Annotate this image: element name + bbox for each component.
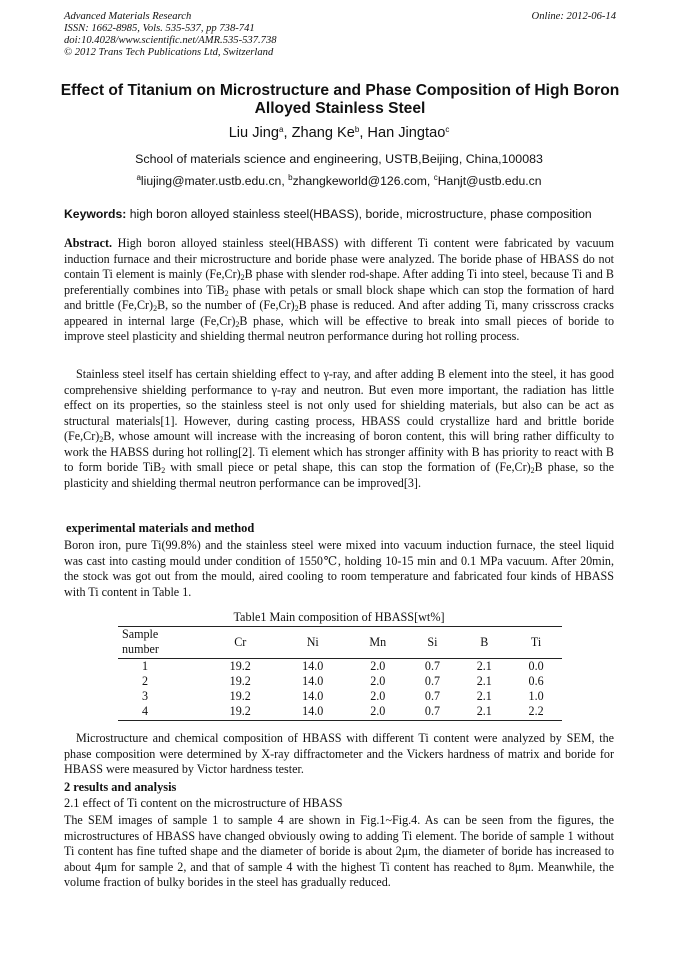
- intro-text: B phase, so the plasticity and shielding thermal neutron performance can be improved[3].: [64, 460, 614, 490]
- keywords-label: Keywords:: [64, 207, 127, 221]
- table-cell: 0.7: [424, 689, 441, 704]
- table-cell: 2.0: [370, 689, 386, 704]
- journal-name: Advanced Materials Research: [64, 11, 192, 22]
- composition-table: [118, 626, 562, 721]
- email-link[interactable]: Hanjt@ustb.edu.cn: [437, 174, 542, 188]
- abstract-label: Abstract.: [64, 236, 113, 250]
- table-cell: 2.1: [476, 658, 492, 673]
- email-list: $^a$liujing@mater.ustb.edu.cn, $^b$zhangkeworld@126.com, $^c$Hanjt@ustb.edu.cn: [136, 173, 542, 188]
- table-cell: 0.7: [407, 704, 459, 720]
- table-header: Ni: [277, 627, 350, 659]
- sample-header-line: number: [122, 642, 159, 657]
- table-cell: 19.2: [229, 658, 251, 673]
- subscript: 2: [161, 466, 166, 476]
- subscript: 2: [153, 304, 158, 314]
- table-cell: 0.7: [424, 673, 441, 688]
- abstract-text: B, so the number of (Fe,Cr): [157, 298, 295, 313]
- table-header: B: [458, 627, 510, 659]
- subscript: 2: [99, 435, 104, 445]
- intro-text: Stainless steel itself has certain shielding effect to γ-ray, and after adding B element into the steel, it has good comprehensive shielding performance to γ-ray and neutron. But even more important, the radiation has little effect on its properties, so the stainless steel is not only used for shielding materials, but also can be act as structural materials[1]. However, during casting process, HBASS could crystallize hard and brittle boride (Fe,Cr): [64, 367, 614, 444]
- abstract-text: B phase is reduced. And after adding Ti, many crisscross cracks appeared in internal large (Fe,Cr): [64, 298, 614, 328]
- table-header-sample: [118, 627, 204, 659]
- author-name: Zhang Ke: [291, 125, 355, 141]
- table-cell: 19.2: [229, 673, 251, 688]
- abstract-text: phase with petals or small block shape which can stop the formation of hard and brittle (Fe,Cr): [64, 282, 614, 313]
- table-row: [118, 689, 562, 704]
- intro-text: B, whose amount will increase with the increasing of boron content, this will bring rather difficulty to work the HABSS during hot rolling[2]. Ti element which has stronger affinity with B has priority to react with B to form boride TiB: [64, 429, 614, 475]
- sample-header-line: Sample: [122, 627, 159, 641]
- email-link[interactable]: liujing@mater.ustb.edu.cn: [140, 174, 282, 188]
- table-cell: 14.0: [277, 704, 350, 720]
- subscript: 2: [530, 466, 535, 476]
- table-cell: 1.0: [528, 689, 544, 704]
- table-cell: 2.2: [510, 704, 562, 720]
- author-list: Liu Jing$^a$, Zhang Ke$^b$, Han Jingtao$^c$: [228, 125, 450, 141]
- author-name: Han Jingtao: [367, 125, 446, 141]
- section-heading-experimental: experimental materials and method: [66, 521, 255, 535]
- table-cell: 4: [118, 704, 204, 720]
- subsection-heading: 2.1 effect of Ti content on the microstructure of HBASS: [64, 796, 343, 810]
- table-cell: 2.1: [458, 704, 510, 720]
- table-cell: 14.0: [302, 689, 324, 704]
- issn-line: ISSN: 1662-8985, Vols. 535-537, pp 738-741: [64, 23, 255, 34]
- results-paragraph: The SEM images of sample 1 to sample 4 are shown in Fig.1~Fig.4. As can be seen from the figures, the microstructures of HBASS have changed obviously owing to adding Ti element. The boride of sample 1 without Ti content has fine tufted shape and the diameter of boride is about 2μm, the diameter of boride has increased to about 4μm for sample 2, and that of sample 4 with the highest Ti content has reached to 8μm. Meanwhile, the volume fraction of bulky borides in the steel has gradually reduced.: [64, 813, 614, 890]
- doi-line: doi:10.4028/www.scientific.net/AMR.535-537.738: [64, 35, 277, 46]
- table-cell: 2.0: [370, 658, 386, 673]
- table-cell: 14.0: [302, 658, 324, 673]
- email-sup: a: [136, 173, 141, 182]
- table-header: Ti: [510, 627, 562, 659]
- table-cell: 19.2: [229, 689, 251, 704]
- author-sup: a: [279, 125, 284, 134]
- intro-paragraph: [64, 367, 614, 491]
- table-cell: 19.2: [204, 704, 277, 720]
- abstract-text: High boron alloyed stainless steel(HBASS) with different Ti content were fabricated by vacuum induction furnace and their microstructure and boride phase were analyzed. The boride phase of HBASS do not contain Ti element is mainly (Fe,Cr): [64, 236, 614, 282]
- table-cell: 3: [142, 689, 149, 704]
- subscript: 2: [235, 319, 240, 329]
- author-sup: b: [354, 125, 360, 134]
- online-date: Online: 2012-06-14: [531, 11, 616, 22]
- table-cell: 2.1: [476, 689, 492, 704]
- email-sup: b: [288, 173, 293, 182]
- email-link[interactable]: zhangkeworld@126.com: [292, 174, 427, 188]
- table-row: [118, 658, 562, 674]
- paper-title: Effect of Titanium on Microstructure and Phase Composition of High Boron Alloyed Stainless Steel: [60, 82, 620, 117]
- table-cell: 0.6: [528, 673, 544, 688]
- abstract-text: B phase, which will be effective to break into small pieces of boride to improve steel plasticity and shielding thermal neutron performance during hot rolling process.: [64, 313, 614, 344]
- author-sup: c: [445, 125, 450, 134]
- subscript: 2: [224, 288, 229, 298]
- table-cell: 2: [142, 673, 149, 688]
- subscript: 2: [240, 273, 245, 283]
- abstract-paragraph: [64, 236, 614, 345]
- table-caption: Table1 Main composition of HBASS[wt%]: [233, 610, 445, 624]
- method-paragraph: Microstructure and chemical composition of HBASS with different Ti content were analyzed by SEM, the phase composition were determined by X-ray diffractometer and the Vickers hardness of matrix and boride for HBASS were measured by Victor hardness tester.: [64, 731, 614, 777]
- abstract-text: B phase with slender rod-shape. After adding Ti into steel, because Ti and B preferentially combines into TiB: [64, 267, 615, 297]
- intro-text: with small piece or petal shape, this can stop the formation of (Fe,Cr): [165, 460, 531, 475]
- table-header: Mn: [349, 627, 407, 659]
- table-cell: 2.1: [476, 673, 492, 688]
- email-sup: c: [433, 173, 438, 182]
- table-cell: 2.0: [349, 704, 407, 720]
- table-row: [118, 704, 562, 720]
- copyright-line: © 2012 Trans Tech Publications Ltd, Switzerland: [64, 47, 274, 58]
- table-cell: 0.7: [424, 658, 441, 673]
- keywords-text: high boron alloyed stainless steel(HBASS), boride, microstructure, phase composition: [129, 207, 592, 221]
- table-cell: 14.0: [302, 673, 324, 688]
- table-row: [118, 674, 562, 689]
- subscript: 2: [294, 304, 299, 314]
- table-header: Si: [407, 627, 459, 659]
- table-cell: 0.0: [528, 658, 544, 673]
- author-name: Liu Jing: [228, 125, 279, 141]
- table-header: Cr: [204, 627, 277, 659]
- affiliation: School of materials science and engineering, USTB,Beijing, China,100083: [135, 152, 543, 166]
- keywords: [64, 207, 624, 221]
- journal-header: [64, 11, 616, 59]
- table-cell: 1: [142, 658, 149, 673]
- section-heading-results: 2 results and analysis: [64, 780, 177, 794]
- table-cell: 2.0: [370, 673, 386, 688]
- experimental-paragraph: Boron iron, pure Ti(99.8%) and the stainless steel were mixed into vacuum induction furnace, the steel liquid was cast into casting mould under condition of 1550℃, holding 10-15 min and 0.1 MPa vacuum. After 20min, the stock was got out from the mould, aired cooling to room temperature and fabricated four kinds of HBASS with Ti content in Table 1.: [64, 538, 614, 599]
